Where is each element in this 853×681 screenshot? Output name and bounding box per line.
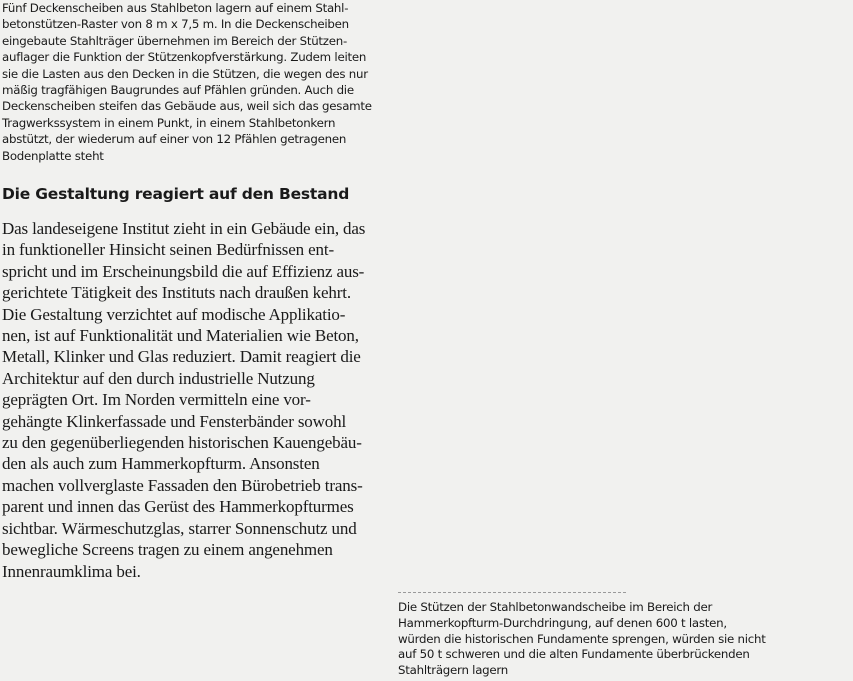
figure-caption xyxy=(398,600,838,679)
section-heading: Die Gestaltung reagiert auf den Bestand xyxy=(2,185,350,203)
caption-line: würden die historischen Fundamente sprengen, würden sie nicht xyxy=(398,631,766,646)
section-body xyxy=(2,218,387,582)
body-line: in funktioneller Hinsicht seinen Bedürfnissen ent- xyxy=(2,240,334,260)
lead-line: mäßig tragfähigen Baugrundes auf Pfählen gründen. Auch die xyxy=(2,83,354,98)
lead-line: Fünf Deckenscheiben aus Stahlbeton lagern auf einem Stahl- xyxy=(2,1,349,15)
caption-line: Stahlträgern lagern xyxy=(398,663,509,678)
lead-line: Tragwerkssystem in einem Punkt, in einem Stahlbetonkern xyxy=(2,115,336,130)
body-line: gerichtete Tätigkeit des Instituts nach draußen kehrt. xyxy=(2,283,351,303)
body-line: sichtbar. Wärmeschutzglas, starrer Sonnenschutz und xyxy=(2,518,357,538)
lead-line: Bodenplatte steht xyxy=(2,148,104,163)
body-line: den als auch zum Hammerkopfturm. Ansonsten xyxy=(2,454,320,474)
body-line: gehängte Klinkerfassade und Fensterbänder sowohl xyxy=(2,411,347,431)
caption-line: Die Stützen der Stahlbetonwandscheibe im Bereich der xyxy=(398,600,713,614)
body-line: spricht und im Erscheinungsbild die auf Effizienz aus- xyxy=(2,261,365,281)
body-line: Die Gestaltung verzichtet auf modische Applikatio- xyxy=(2,304,346,324)
body-line: parent und innen das Gerüst des Hammerkopfturmes xyxy=(2,497,354,517)
lead-line: auflager die Funktion der Stützenkopfverstärkung. Zudem leiten xyxy=(2,50,367,65)
lead-line: sie die Lasten aus den Decken in die Stützen, die wegen des nur xyxy=(2,66,368,81)
body-line: geprägten Ort. Im Norden vermitteln eine vor- xyxy=(2,390,311,410)
body-line: nen, ist auf Funktionalität und Materialien wie Beton, xyxy=(2,326,359,346)
lead-line: eingebaute Stahlträger übernehmen im Bereich der Stützen- xyxy=(2,33,347,48)
body-line: Architektur auf den durch industrielle Nutzung xyxy=(2,368,315,388)
lead-line: abstützt, der wiederum auf einer von 12 Pfählen getragenen xyxy=(2,132,347,147)
lead-line: Deckenscheiben steifen das Gebäude aus, weil sich das gesamte xyxy=(2,99,372,114)
body-line: Metall, Klinker und Glas reduziert. Damit reagiert die xyxy=(2,347,361,367)
body-line: bewegliche Screens tragen zu einem angenehmen xyxy=(2,540,333,560)
caption-line: Hammerkopfturm-Durchdringung, auf denen 600 t lasten, xyxy=(398,615,727,630)
lead-paragraph xyxy=(2,0,394,164)
body-line: Das landeseigene Institut zieht in ein Gebäude ein, das xyxy=(2,219,366,238)
body-line: Innenraumklima bei. xyxy=(2,561,141,581)
caption-divider xyxy=(398,592,626,593)
body-line: zu den gegenüberliegenden historischen Kauengebäu- xyxy=(2,433,362,453)
body-line: machen vollverglaste Fassaden den Bürobetrieb trans- xyxy=(2,475,363,495)
lead-line: betonstützen-Raster von 8 m x 7,5 m. In die Deckenscheiben xyxy=(2,17,349,32)
caption-line: auf 50 t schweren und die alten Fundamente überbrückenden xyxy=(398,647,750,662)
